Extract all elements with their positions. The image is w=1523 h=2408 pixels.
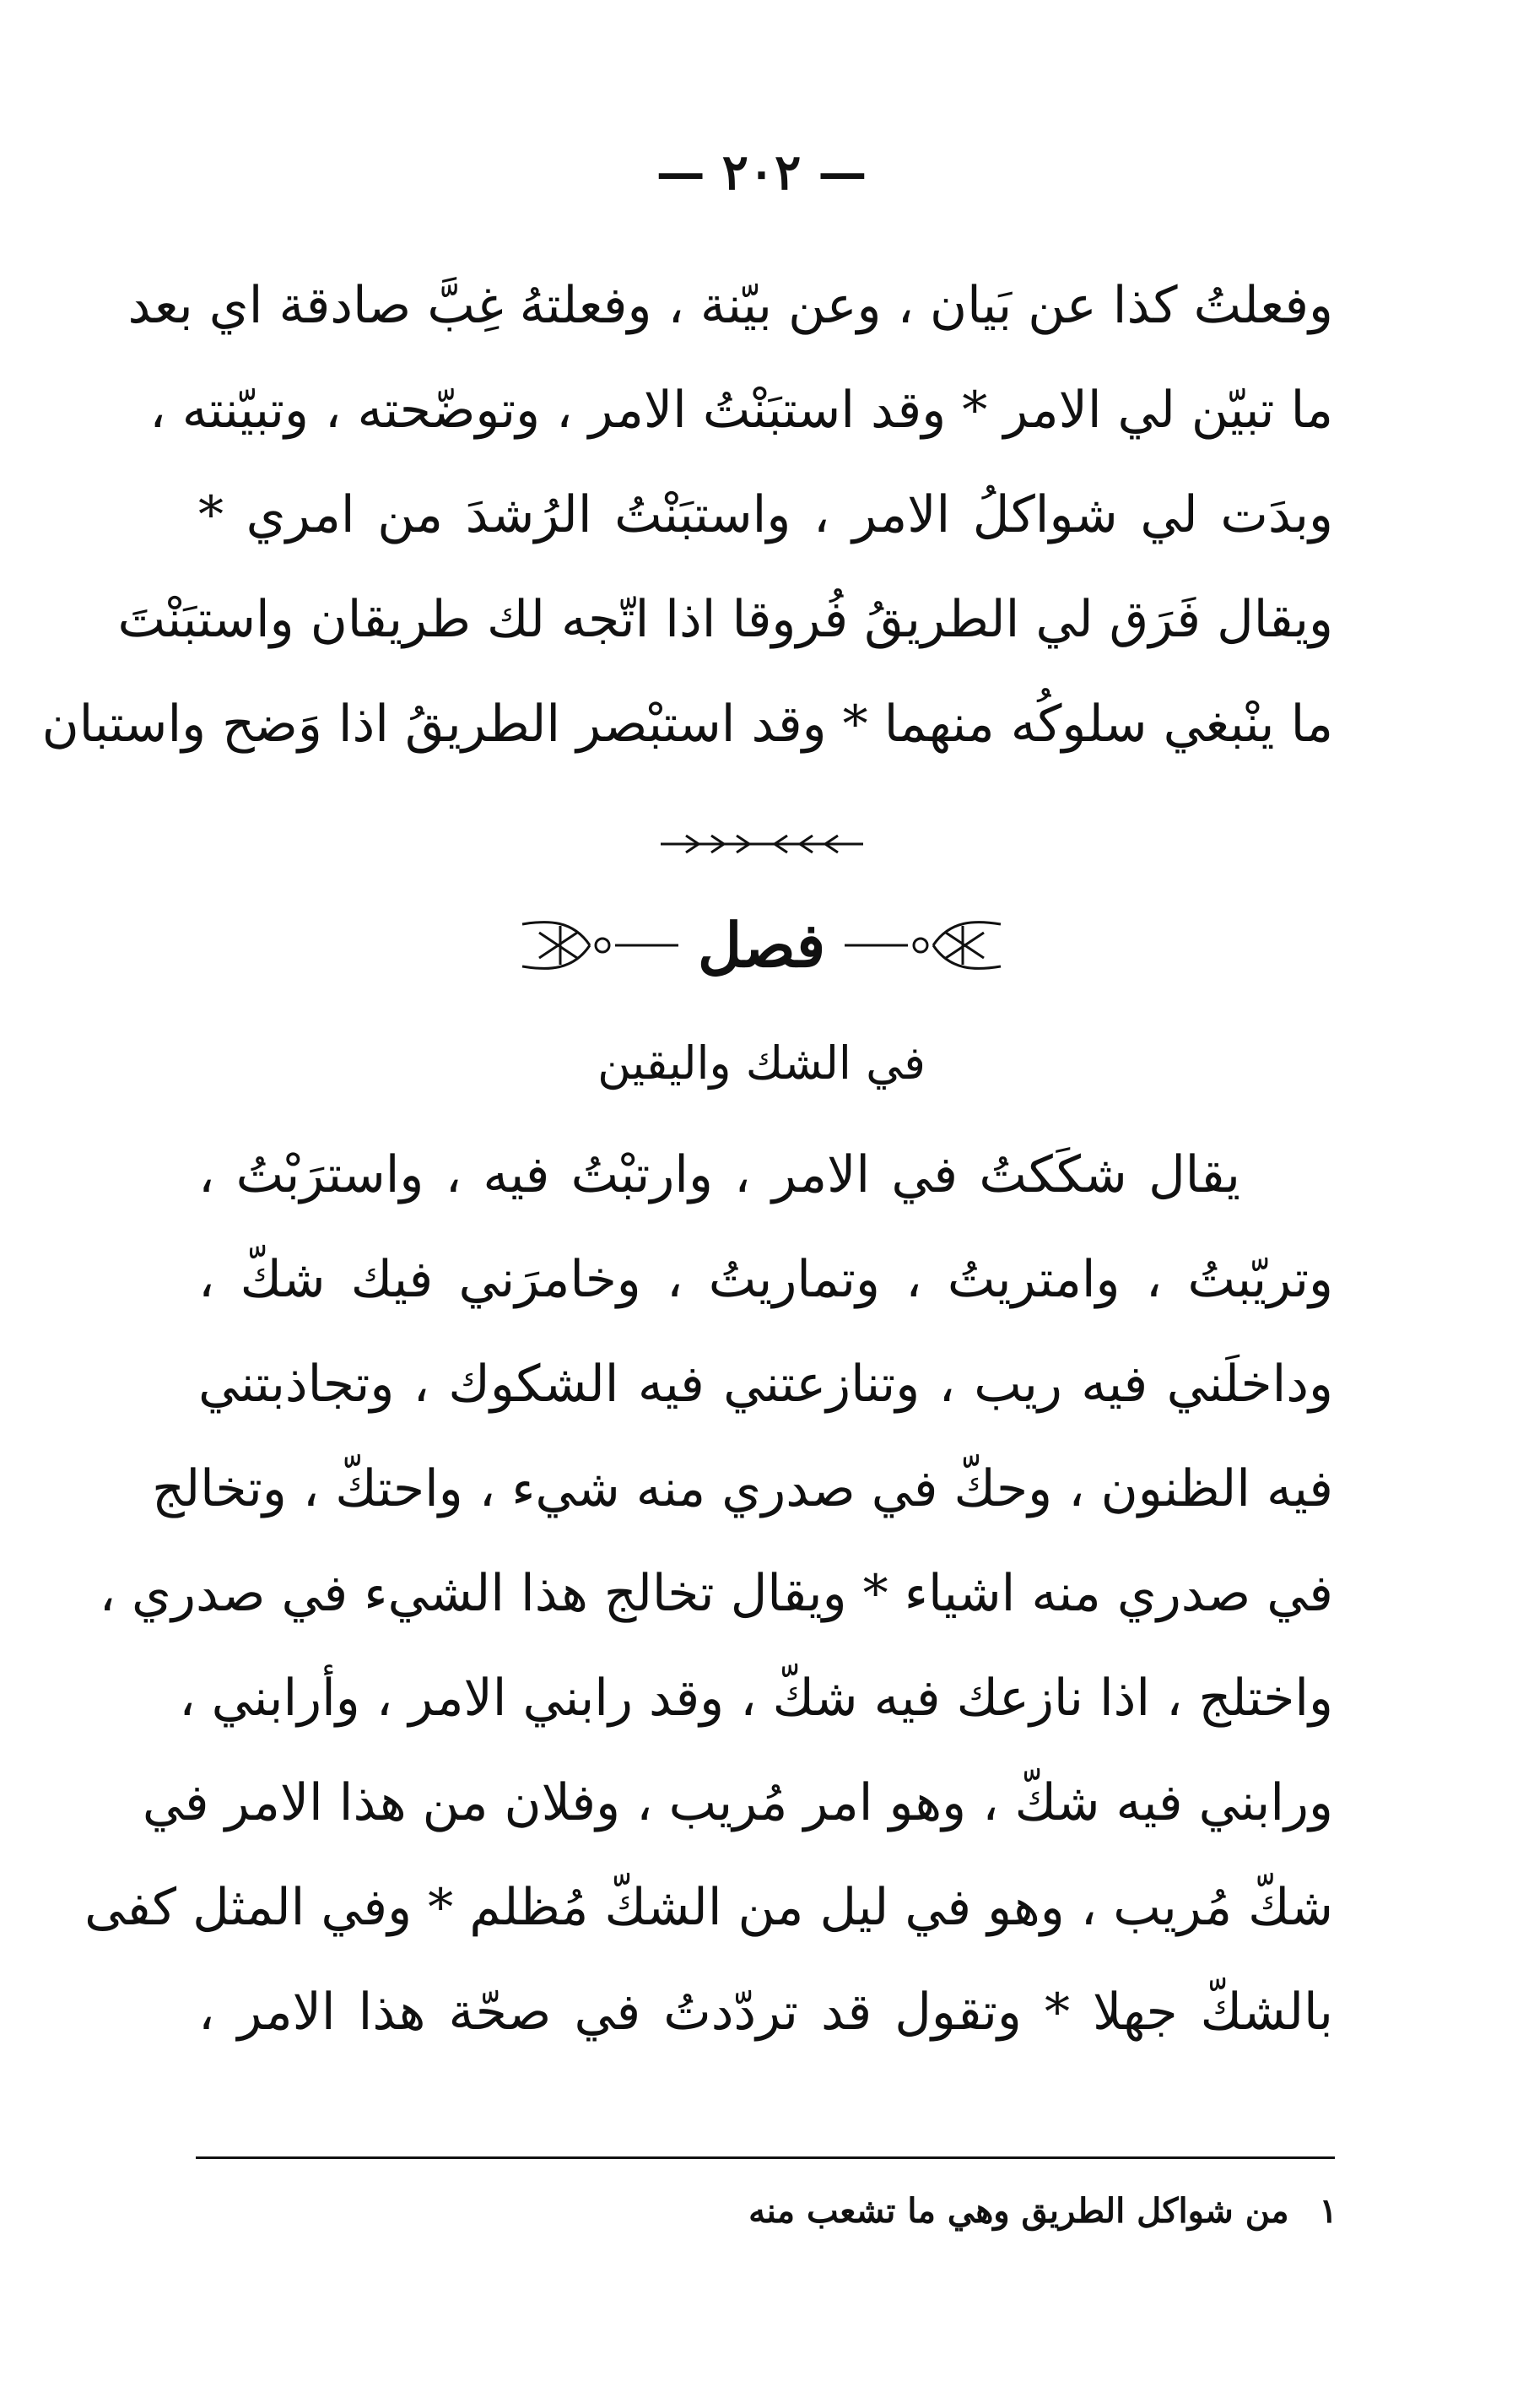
left-flourish-icon [840, 916, 1009, 975]
right-flourish-icon [514, 916, 683, 975]
paragraph-2-line: فيه الظنون ، وحكّ في صدري منه شيء ، واحتكّ ، وتخالج [152, 1459, 1333, 1518]
paragraph-2-line: في صدري منه اشياء * ويقال تخالج هذا الشيء في صدري ، [99, 1564, 1333, 1623]
section-heading [0, 895, 1523, 996]
paragraph-1-line: وبدَت لي شواكلُ الامر ، واستبَنْتُ الرُشدَ من امري * [198, 485, 1333, 544]
paragraph-1-line: ويقال فَرَق لي الطريقُ فُروقا اذا اتّجه لك طريقان واستبَنْتَ [117, 590, 1333, 649]
section-title: فصل [697, 909, 826, 981]
paragraph-1-line: وفعلتُ كذا عن بَيان ، وعن بيّنة ، وفعلتهُ غِبَّ صادقة اي بعد [127, 276, 1333, 335]
paragraph-2-line: شكّ مُريب ، وهو في ليل من الشكّ مُظلم * وفي المثل كفى [84, 1878, 1333, 1937]
paragraph-2 [84, 1123, 1333, 2064]
footnote [748, 2182, 1337, 2241]
divider-ornament [0, 831, 1523, 857]
paragraph-1 [41, 253, 1333, 777]
footnote-number: ١ [1319, 2191, 1337, 2231]
footnote-text: من شواكل الطريق وهي ما تشعب منه [748, 2191, 1289, 2231]
page-number: — ٢٠٢ — [656, 143, 867, 201]
footnote-divider [196, 2156, 1335, 2159]
paragraph-2-line: واختلج ، اذا نازعك فيه شكّ ، وقد رابني الامر ، وأرابني ، [179, 1669, 1333, 1728]
paragraph-2-line: ورابني فيه شكّ ، وهو امر مُريب ، وفلان من هذا الامر في [142, 1773, 1333, 1832]
paragraph-2-line: وداخلَني فيه ريب ، وتنازعتني فيه الشكوك ، وتجاذبتني [198, 1355, 1333, 1414]
paragraph-1-line: ما ينْبغي سلوكُه منهما * وقد استبْصر الطريقُ اذا وَضح واستبان [41, 695, 1333, 754]
paragraph-2-line: بالشكّ جهلا * وتقول قد تردّدتُ في صحّة هذا الامر ، [198, 1983, 1333, 2042]
paragraph-2-line: وتريّبتُ ، وامتريتُ ، وتماريتُ ، وخامرَني فيك شكّ ، [198, 1250, 1333, 1309]
paragraph-2-line: يقال شكَكتُ في الامر ، وارتبْتُ فيه ، واسترَبْتُ ، [198, 1145, 1240, 1204]
section-subtitle: في الشك واليقين [597, 1036, 926, 1090]
paragraph-1-line: ما تبيّن لي الامر * وقد استبَنْتُ الامر ، وتوضّحته ، وتبيّنته ، [149, 381, 1333, 440]
divider-ornament-icon [652, 831, 872, 857]
